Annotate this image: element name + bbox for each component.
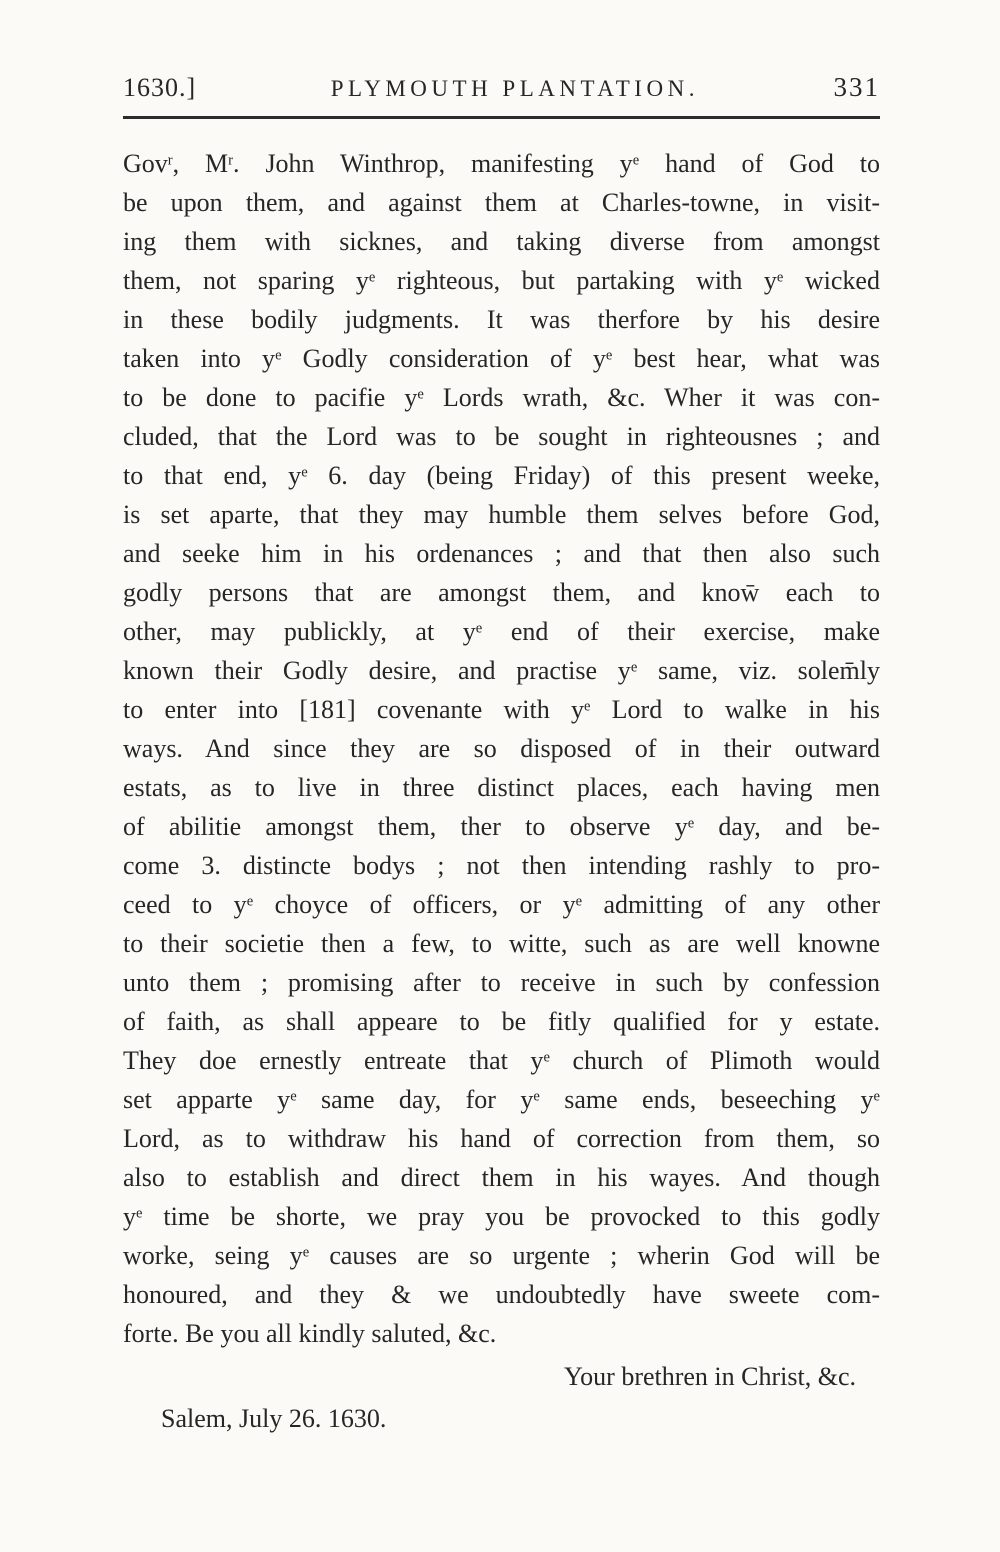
body-line: to enter into [181] covenante with $y^e$ Lord to walke in his bbox=[123, 695, 880, 724]
body-line: come 3. distincte bodys ; not then intending rashly to pro- bbox=[123, 851, 880, 880]
body-line: known their Godly desire, and practise $y^e$ same, viz. solem̄ly bbox=[123, 656, 881, 685]
body-line: unto them ; promising after to receive in such by confession bbox=[123, 968, 880, 997]
body-line: is set aparte, that they may humble them selves before God, bbox=[123, 500, 880, 529]
body-line: ing them with sicknes, and taking diverse from amongst bbox=[123, 227, 880, 256]
body-line: worke, seing $y^e$ causes are so urgente ; wherin God will be bbox=[123, 1241, 881, 1270]
dateline: Salem, July 26. 1630. bbox=[161, 1404, 387, 1433]
body-line: them, not sparing $y^e$ righteous, but partaking with $y^e$ wicked bbox=[123, 266, 880, 295]
body-line: Gov$^r$, $M^r$. John Winthrop, manifesting $y^e$ hand of God to bbox=[123, 149, 880, 178]
body-line: in these bodily judgments. It was therfore by his desire bbox=[123, 305, 880, 334]
body-line: godly persons that are amongst them, and know̄ each to bbox=[123, 578, 880, 607]
header-title: PLYMOUTH PLANTATION. bbox=[330, 76, 699, 101]
body-line: cluded, that the Lord was to be sought in righteousnes ; and bbox=[123, 422, 880, 451]
header-year: 1630.] bbox=[123, 73, 197, 102]
body-line: of abilitie amongst them, ther to observe $y^e$ day, and be- bbox=[123, 812, 881, 841]
body-line: Lord, as to withdraw his hand of correction from them, so bbox=[123, 1124, 880, 1153]
body-line: of faith, as shall appeare to be fitly qualified for y estate. bbox=[123, 1007, 880, 1036]
body-line: to their societie then a few, to witte, such as are well knowne bbox=[123, 929, 880, 958]
body-line: honoured, and they & we undoubtedly have sweete com- bbox=[123, 1280, 880, 1309]
body-line: and seeke him in his ordenances ; and that then also such bbox=[123, 539, 880, 568]
body-line: estats, as to live in three distinct places, each having men bbox=[123, 773, 880, 802]
header-page-number: 331 bbox=[833, 72, 880, 102]
body-line: set apparte $y^e$ same day, for $y^e$ same ends, beseeching $y^e$ bbox=[123, 1085, 880, 1114]
body-text bbox=[123, 144, 880, 1353]
body-line: ways. And since they are so disposed of in their outward bbox=[123, 734, 880, 763]
page-header bbox=[123, 72, 880, 103]
body-line: forte. Be you all kindly saluted, &c. bbox=[123, 1319, 497, 1348]
body-line: also to establish and direct them in his wayes. And though bbox=[123, 1163, 880, 1192]
page-content bbox=[123, 72, 880, 1438]
body-line: taken into $y^e$ Godly consideration of $y^e$ best hear, what was bbox=[123, 344, 880, 373]
body-line: other, may publickly, at $y^e$ end of their exercise, make bbox=[123, 617, 880, 646]
body-line: $y^e$ time be shorte, we pray you be provocked to this godly bbox=[123, 1202, 880, 1231]
body-line: ceed to $y^e$ choyce of officers, or $y^e$ admitting of any other bbox=[123, 890, 880, 919]
header-divider-rule bbox=[123, 116, 880, 119]
body-line: to be done to pacifie $y^e$ Lords wrath, &c. Wher it was con- bbox=[123, 383, 881, 412]
signature-line: Your brethren in Christ, &c. bbox=[563, 1362, 856, 1391]
body-line: be upon them, and against them at Charles-towne, in visit- bbox=[123, 188, 880, 217]
body-line: to that end, $y^e$ 6. day (being Friday) of this present weeke, bbox=[123, 461, 880, 490]
body-line: They doe ernestly entreate that $y^e$ church of Plimoth would bbox=[123, 1046, 880, 1075]
